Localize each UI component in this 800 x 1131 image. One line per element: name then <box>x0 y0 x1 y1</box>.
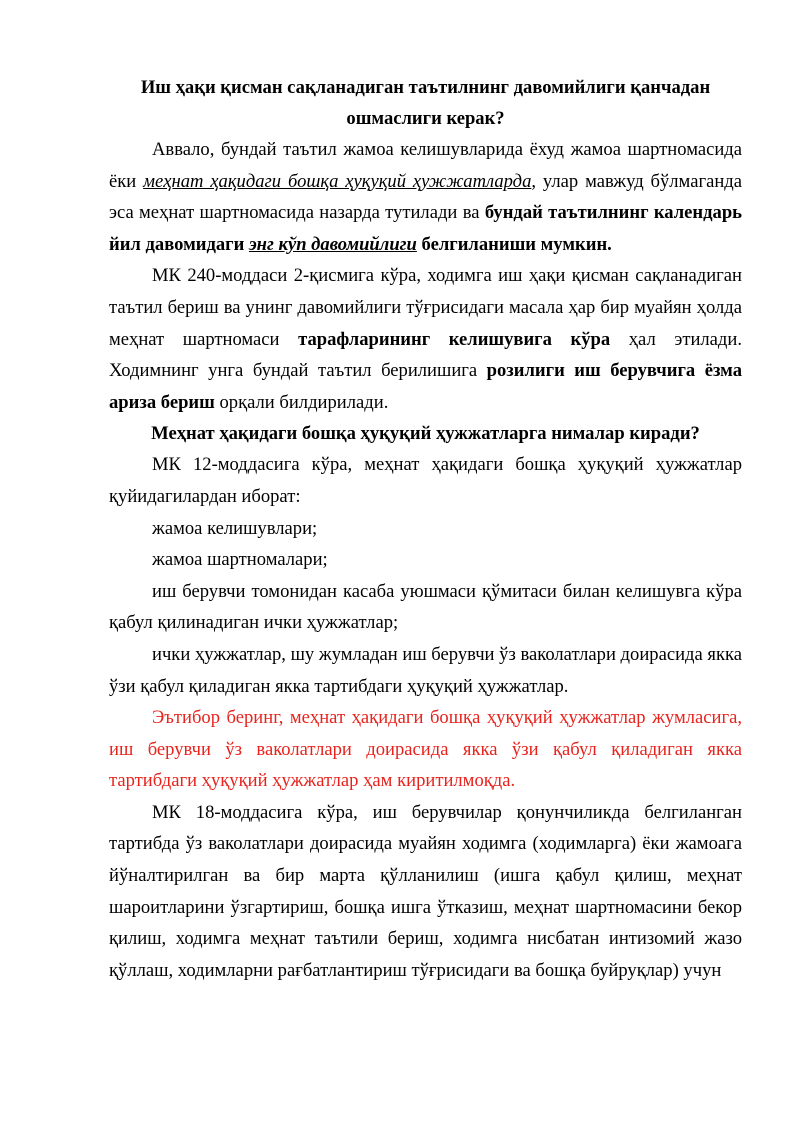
title-line-2: ошмаслиги керак? <box>346 108 505 129</box>
attention-note: Эътибор беринг, меҳнат ҳақидаги бошқа ҳуқуқий ҳужжатлар жумласига, иш берувчи ўз ваколатлари доирасида якка ўзи қабул қиладиган якка тартибдаги ҳуқуқий ҳужжатлар ҳам киритилмоқда. <box>109 707 742 792</box>
paragraph-article-12: МК 12-моддасига кўра, меҳнат ҳақидаги бошқа ҳуқуқий ҳужжатлар қуйидагилардан иборат: <box>109 454 742 507</box>
link-other-legal-documents[interactable]: меҳнат ҳақидаги бошқа ҳуқуқий ҳужжатларда <box>143 170 532 192</box>
bold-calendar-year: бундай таътилнинг календарь йил давомидаги <box>109 202 742 255</box>
text-run: Аввало, бундай таътил жамоа келишувларида ёхуд жамоа шартномасида ёки <box>109 139 742 192</box>
text-run: орқали билдирилади. <box>214 391 389 413</box>
list-item: иш берувчи томонидан касаба уюшмаси қўмитаси билан келишувга кўра қабул қилинадиган ички ҳужжатлар; <box>109 580 742 634</box>
page-title <box>109 72 742 134</box>
link-maximum-duration[interactable]: энг кўп давомийлиги <box>248 233 417 255</box>
list-item: жамоа шартномалари; <box>152 549 328 571</box>
paragraph-article-240 <box>109 260 742 418</box>
list-item: жамоа келишувлари; <box>152 517 318 539</box>
list-item: ички ҳужжатлар, шу жумладан иш берувчи ўз ваколатлари доирасида якка ўзи қабул қиладиган якка тартибдаги ҳуқуқий ҳужжатлар. <box>109 643 742 697</box>
text-run: ҳал этилади. Ходимнинг унга бундай таътил берилишига <box>109 328 742 382</box>
bold-parties-agreement: тарафларининг келишувига кўра <box>298 328 611 350</box>
bold-may-be-set: белгиланиши мумкин. <box>421 233 612 255</box>
paragraph-intro <box>109 134 742 260</box>
text-run: , улар мавжуд бўлмаганда эса меҳнат шартномасида назарда тутилади ва <box>109 170 742 224</box>
section-subheading: Меҳнат ҳақидаги бошқа ҳуқуқий ҳужжатларга нималар киради? <box>151 423 700 445</box>
paragraph-article-18: МК 18-моддасига кўра, иш берувчилар қонунчиликда белгиланган тартибда ўз ваколатлари доирасида муайян ходимга (ходимларга) ёки жамоага йўналтирилган ва бир марта қўлланилиш (ишга қабул қилиш, меҳнат шароитларини ўзгартириш, бошқа ишга ўтказиш, меҳнат шартномасини бекор қилиш, ходимга меҳнат таътили бериш, ходимга нисбатан интизомий жазо қўллаш, ходимларни рағбатлантириш тўғрисидаги ва бошқа буйруқлар) учун <box>109 801 742 981</box>
bold-written-application: розилиги иш берувчига ёзма ариза бериш <box>109 360 742 413</box>
text-run: МК 240-моддаси 2-қисмига кўра, ходимга иш ҳақи қисман сақланадиган таътил бериш ва унинг давомийлиги тўғрисидаги масала ҳар бир муайян ҳолда меҳнат шартномаси <box>109 265 742 350</box>
title-line-1: Иш ҳақи қисман сақланадиган таътилнинг давомийлиги қанчадан <box>140 77 711 98</box>
